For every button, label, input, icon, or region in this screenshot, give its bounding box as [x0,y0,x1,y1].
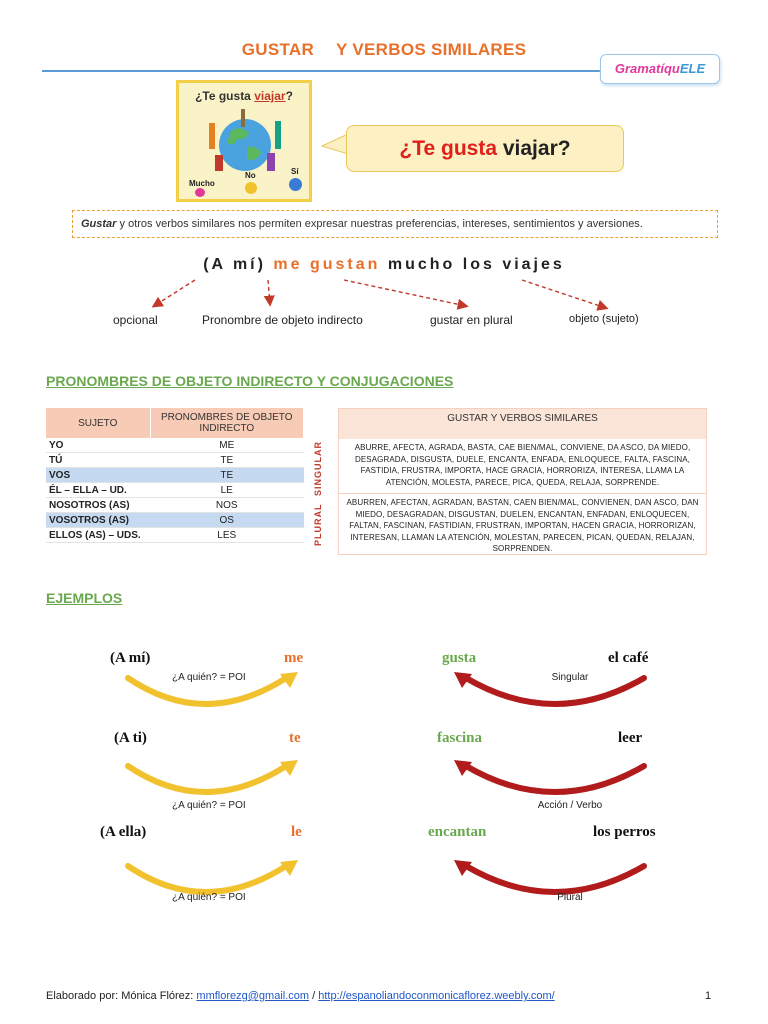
verbs-table-header: GUSTAR Y VERBOS SIMILARES [339,409,706,439]
analysis-arrows [0,274,768,314]
sentence-me-gustan: me gustan [273,256,381,273]
sujeto-cell: NOSOTROS (AS) [46,498,150,513]
red-arc-arrow [466,766,644,792]
yellow-arc-arrow [128,766,286,792]
example-object: leer [618,730,643,746]
example-right-note: Acción / Verbo [537,800,603,811]
example-verb: gusta [442,650,477,666]
footer-email-link[interactable]: mmflorezg@gmail.com [196,990,310,1002]
section-heading-ejemplos: EJEMPLOS [46,590,123,606]
example-pronoun: me [284,650,304,666]
travel-poster [176,80,312,202]
intro-box [72,210,718,238]
table-row [46,453,304,468]
table-row [46,513,304,528]
example-left-note: ¿A quién? = POI [172,892,246,903]
pronouns-table [46,408,304,543]
pronombre-cell: TE [150,453,304,468]
reaction-no-label: No [245,171,256,180]
speech-bubble: ¿Te gusta viajar? [346,125,624,172]
pronombre-cell: TE [150,468,304,483]
label-opcional: opcional [113,313,158,327]
table-row [46,468,304,483]
header-divider [42,70,608,72]
intro-lead: Gustar [81,218,117,230]
reaction-si-label: Sí [291,167,299,176]
footer-website-link[interactable]: http://espanoliandoconmonicaflorez.weebly.com/ [318,990,555,1002]
sujeto-cell: YO [46,438,150,453]
table-header-pronombres: PRONOMBRES DE OBJETO INDIRECTO [150,408,304,438]
intro-text: y otros verbos similares nos permiten expresar nuestras preferencias, intereses, sentimientos y aversiones. [116,218,643,230]
sujeto-cell: VOSOTROS (AS) [46,513,150,528]
example-verb: fascina [437,730,482,746]
laugh-emoji-icon [245,182,257,194]
pronombre-cell: NOS [150,498,304,513]
pronombre-cell: LES [150,528,304,543]
section-heading-pronombres: PRONOMBRES DE OBJETO INDIRECTO Y CONJUGACIONES [46,373,454,389]
sujeto-cell: VOS [46,468,150,483]
label-singular: SINGULAR [313,441,323,496]
label-plural: PLURAL [313,503,323,546]
sujeto-cell: ELLOS (AS) – UDS. [46,528,150,543]
sentence-object: mucho los viajes [387,256,565,273]
table-row [46,483,304,498]
pronombre-cell: ME [150,438,304,453]
label-gustar-plural: gustar en plural [430,313,513,327]
example-pronoun: le [291,824,302,840]
table-row [46,528,304,543]
badge-text-ele: ELE [679,61,706,76]
example-object: el café [608,650,649,666]
example-subject: (A ella) [100,824,147,840]
verbs-plural-list: ABURREN, AFECTAN, AGRADAN, BASTAN, CAEN BIEN/MAL, CONVIENEN, DAN ASCO, DAN MIEDO, DESAGRADAN, DISGUSTAN, DUELEN, ENCANTAN, ENFADAN, ENLOQUECEN, FALTAN, FASCINAN, FASTIDIAN, FRUSTRAN, IMPORTAN, HACEN GRACIA, HORRORIZAN, INTERESAN, LLAMAN LA ATENCIÓN, MOLESTAN, PARECEN, PICAN, QUEDAN, RELAJAN, SORPRENDEN. [339,493,706,554]
badge-text-main: Gramatíqu [614,61,680,76]
page-number: 1 [705,990,712,1002]
brand-badge [600,54,720,84]
sujeto-cell: TÚ [46,453,150,468]
example-subject: (A mí) [110,650,151,666]
example-arrows [0,760,768,820]
verbs-table [338,408,707,555]
example-pronoun: te [289,730,301,746]
table-row [46,498,304,513]
table-row [46,438,304,453]
red-arc-arrow [466,866,644,892]
example-object: los perros [593,824,656,840]
example-verb: encantan [428,824,487,840]
title-gustar: GUSTAR [241,40,315,59]
pronouns-table-body [46,438,304,543]
poster-title: ¿Te gusta viajar? [195,89,293,103]
sentence-a-mi: (A mí) [203,256,266,273]
reaction-mucho-label: Mucho [189,179,215,188]
label-objeto: objeto (sujeto) [569,313,639,325]
sujeto-cell: ÉL – ELLA – UD. [46,483,150,498]
example-sentence [0,256,768,274]
example-subject: (A ti) [114,730,147,746]
example-arrows [0,860,768,920]
label-pronombre: Pronombre de objeto indirecto [202,313,363,327]
example-left-note: ¿A quién? = POI [172,672,246,683]
verbs-singular-list: ABURRE, AFECTA, AGRADA, BASTA, CAE BIEN/MAL, CONVIENE, DA ASCO, DA MIEDO, DESAGRADA, DISGUSTA, DUELE, ENCANTA, ENFADA, ENLOQUECE, FALTA, FASCINA, FASTIDIA, FRUSTRA, IMPORTA, HACE GRACIA, HORRORIZA, INTERESA, LLAMA LA ATENCIÓN, MOLESTA, PARECE, PICA, QUEDA, RELAJA, SORPRENDE. [354,443,691,487]
example-right-note: Singular [551,672,589,683]
example-left-note: ¿A quién? = POI [172,800,246,811]
pronombre-cell: LE [150,483,304,498]
footer-credit: Elaborado por: Mónica Flórez: mmflorezg@gmail.com / http://espanoliandoconmonicaflorez.weebly.com/ [46,990,555,1002]
heart-icon [195,188,205,197]
pronombre-cell: OS [150,513,304,528]
table-header-sujeto: SUJETO [46,408,150,438]
yellow-arc-arrow [128,866,286,892]
example-right-note: Plural [557,892,583,903]
title-rest: Y VERBOS SIMILARES [336,40,527,59]
thumbs-up-icon [289,178,302,191]
